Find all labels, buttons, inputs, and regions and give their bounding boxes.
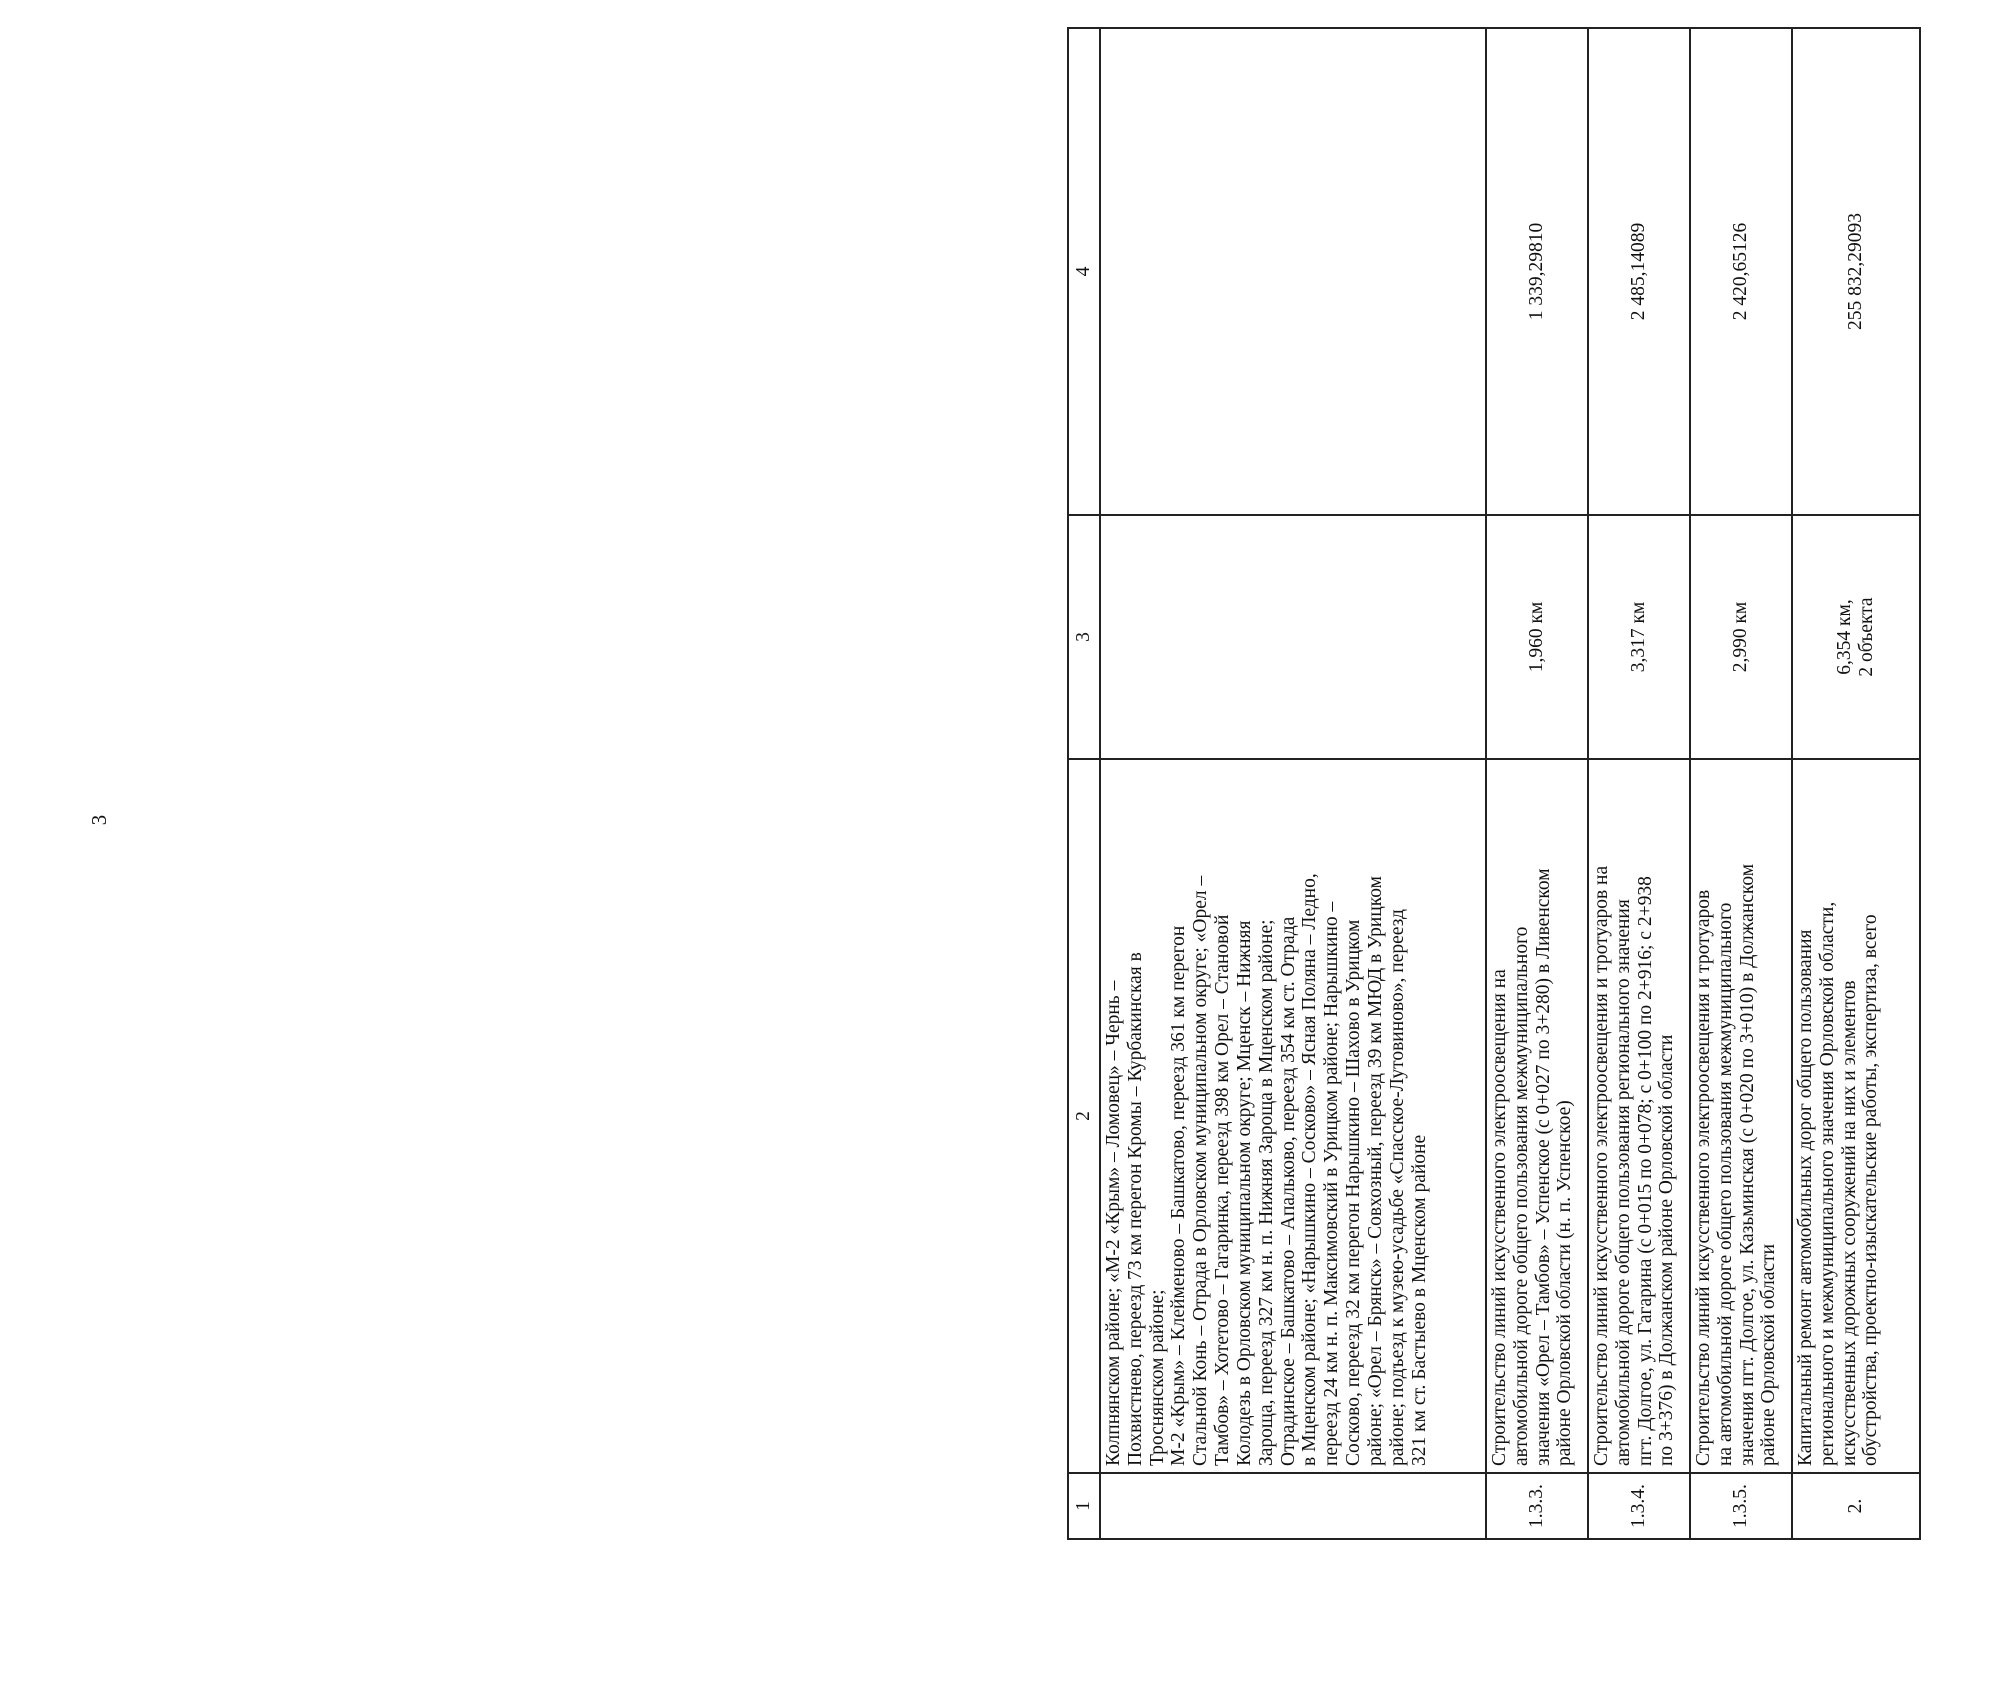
text-line: значения «Орел – Тамбов» – Успенское (с 0+027 по 3+280) в Ливенском	[1532, 868, 1554, 1466]
text-line: искусственных дорожных сооружений на них и элементов	[1838, 980, 1860, 1466]
text-line: Строительство линий искусственного электроосвещения и тротуаров	[1693, 889, 1714, 1466]
text-line: по 3+376) в Должанском районе Орловской области	[1656, 1034, 1678, 1466]
text-line: Стальной Конь – Отрада в Орловском муниципальном округе; «Орел –	[1190, 875, 1212, 1466]
data-table	[1067, 27, 1921, 1540]
row-number	[1100, 1473, 1486, 1539]
row-length: 2,990 км	[1690, 515, 1792, 759]
table-row	[1588, 28, 1690, 1539]
text-line: М-2 «Крым» – Клейменово – Башкатово, переезд 361 км перегон	[1168, 925, 1190, 1466]
text-line: в Мценском районе; «Нарышкино – Сосково» – Ясная Поляна – Ледно,	[1299, 873, 1321, 1466]
text-line: районе Орловской области	[1758, 1243, 1780, 1466]
row-number: 1.3.4.	[1588, 1473, 1690, 1539]
row-amount: 2 420,65126	[1690, 28, 1792, 515]
text-line: Колпнянском районе; «М-2 «Крым» – Ломовец» – Чернь –	[1103, 980, 1124, 1466]
text-line: Тамбов» – Хотетово – Гагаринка, переезд 398 км Орел – Становой	[1212, 914, 1234, 1466]
text-line: Троснянском районе;	[1146, 1289, 1168, 1466]
row-amount: 2 485,14089	[1588, 28, 1690, 515]
text-line: Похвистнево, переезд 73 км перегон Кромы – Курбакинская в	[1124, 952, 1146, 1466]
length-line: 2 объекта	[1856, 597, 1877, 677]
text-line: Строительство линий искусственного электроосвещения на	[1489, 969, 1510, 1466]
header-row	[1068, 28, 1100, 1539]
row-amount: 255 832,29093	[1792, 28, 1920, 515]
table-row	[1792, 28, 1920, 1539]
header-col-3: 3	[1068, 515, 1100, 759]
header-col-4: 4	[1068, 28, 1100, 515]
row-amount: 1 339,29810	[1486, 28, 1588, 515]
text-line: Колодезь в Орловском муниципальном округе; Мценск – Нижняя	[1233, 920, 1255, 1466]
row-length	[1792, 515, 1920, 759]
table-row	[1486, 28, 1588, 1539]
table-container	[1067, 85, 2002, 1540]
row-number: 1.3.5.	[1690, 1473, 1792, 1539]
text-line: автомобильной дороге общего пользования регионального значения	[1612, 899, 1634, 1466]
row-description	[1588, 759, 1690, 1473]
text-line: регионального и межмуниципального значения Орловской области,	[1816, 901, 1838, 1466]
header-col-2: 2	[1068, 759, 1100, 1473]
row-description	[1486, 759, 1588, 1473]
row-description	[1792, 759, 1920, 1473]
row-number: 2.	[1792, 1473, 1920, 1539]
row-description	[1690, 759, 1792, 1473]
text-line: на автомобильной дороге общего пользования межмуниципального	[1714, 902, 1736, 1466]
text-line: Сосково, переезд 32 км перегон Нарышкино – Шахово в Урицком	[1343, 919, 1365, 1466]
row-amount	[1100, 28, 1486, 515]
row-number: 1.3.3.	[1486, 1473, 1588, 1539]
row-description	[1100, 759, 1486, 1473]
table-row	[1690, 28, 1792, 1539]
row-length	[1100, 515, 1486, 759]
text-line: переезд 24 км н. п. Максимовский в Урицком районе; Нарышкино –	[1321, 901, 1343, 1466]
text-line: значения пгт. Долгое, ул. Казьминская (с 0+020 по 3+010) в Должанском	[1736, 863, 1758, 1466]
text-line: пгт. Долгое, ул. Гагарина (с 0+015 по 0+078; с 0+100 по 2+916; с 2+938	[1634, 876, 1656, 1466]
text-line: 321 км ст. Бастыево в Мценском районе	[1408, 1134, 1430, 1466]
page-number: 3	[87, 814, 111, 826]
text-line: Строительство линий искусственного электроосвещения и тротуаров на	[1591, 865, 1612, 1466]
text-line: Зароща, переезд 327 км н. п. Нижняя Зароща в Мценском районе;	[1255, 919, 1277, 1466]
text-line: обустройства, проектно-изыскательские работы, экспертиза, всего	[1860, 914, 1882, 1466]
row-length: 3,317 км	[1588, 515, 1690, 759]
table-row	[1100, 28, 1486, 1539]
text-line: районе; «Орел – Брянск» – Совхозный, переезд 39 км МЮД в Урицком	[1364, 875, 1386, 1466]
header-col-1: 1	[1068, 1473, 1100, 1539]
row-length: 1,960 км	[1486, 515, 1588, 759]
text-line: районе; подъезд к музею-усадьбе «Спасское-Лутовиново», переезд	[1386, 909, 1408, 1466]
text-line: Отрадинское – Башкатово – Апальково, переезд 354 км ст. Отрада	[1277, 916, 1299, 1466]
text-line: автомобильной дороге общего пользования межмуниципального	[1510, 926, 1532, 1466]
length-line: 6,354 км,	[1834, 599, 1856, 675]
text-line: Капитальный ремонт автомобильных дорог общего пользования	[1795, 929, 1816, 1466]
text-line: районе Орловской области (н. п. Успенское)	[1554, 1100, 1576, 1466]
